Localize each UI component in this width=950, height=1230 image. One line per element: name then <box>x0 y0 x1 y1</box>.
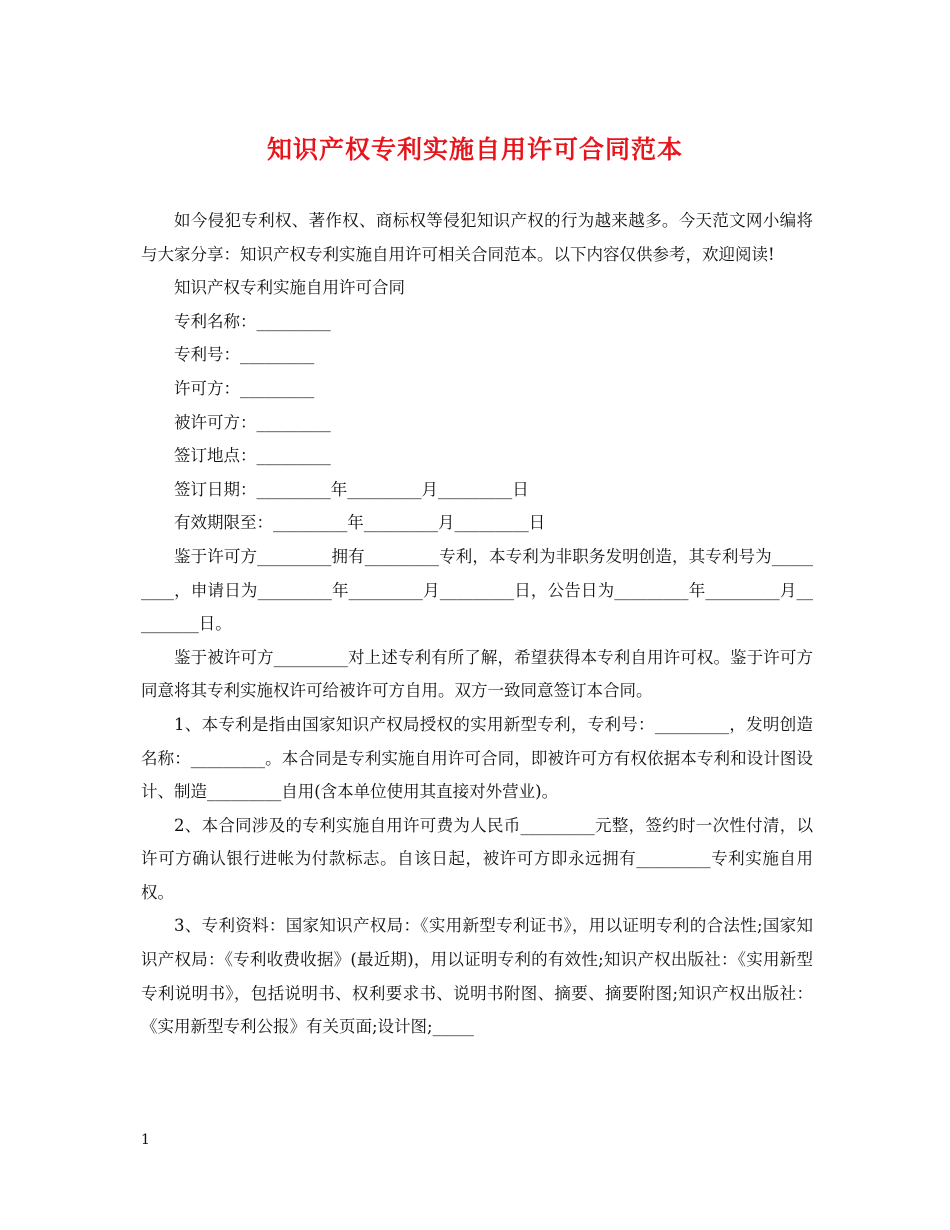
document-title: 知识产权专利实施自用许可合同范本 <box>266 135 683 164</box>
clause-3: 3、专利资料：国家知识产权局：《实用新型专利证书》，用以证明专利的合法性;国家知识产权局：《专利收费收据》(最近期)，用以证明专利的有效性;知识产权出版社：《实用新型专利说明书》，包括说明书、权利要求书、说明书附图、摘要、摘要附图;知识产权出版社：《实用新型专利公报》有关页面;设计图;_____ <box>141 916 813 1037</box>
field-patent-name: 专利名称：_________ <box>174 311 331 331</box>
document-body <box>141 204 813 1044</box>
field-signing-date: 签订日期：_________年_________月_________日 <box>174 479 529 499</box>
page-number: 1 <box>141 1132 150 1148</box>
field-patent-number: 专利号：_________ <box>174 345 315 365</box>
field-valid-until: 有效期限至：_________年_________月_________日 <box>174 513 546 533</box>
contract-heading: 知识产权专利实施自用许可合同 <box>174 278 405 298</box>
paragraph-whereas-licensor: 鉴于许可方_________拥有_________专利，本专利为非职务发明创造，其专利号为_________，申请日为_________年_________月_________日，公告日为_________年_________月_________日。 <box>141 546 813 634</box>
intro-paragraph: 如今侵犯专利权、著作权、商标权等侵犯知识产权的行为越来越多。今天范文网小编将与大家分享：知识产权专利实施自用许可相关合同范本。以下内容仅供参考，欢迎阅读! <box>141 211 813 264</box>
clause-2: 2、本合同涉及的专利实施自用许可费为人民币_________元整，签约时一次性付清，以许可方确认银行进帐为付款标志。自该日起，被许可方即永远拥有_________专利实施自用权。 <box>141 815 813 902</box>
field-licensee: 被许可方：_________ <box>174 412 331 432</box>
clause-1: 1、本专利是指由国家知识产权局授权的实用新型专利，专利号：_________，发明创造名称：_________。本合同是专利实施自用许可合同，即被许可方有权依据本专利和设计图设计、制造_________自用(含本单位使用其直接对外营业)。 <box>141 714 813 802</box>
field-licensor: 许可方：_________ <box>174 378 315 398</box>
paragraph-whereas-licensee: 鉴于被许可方_________对上述专利有所了解，希望获得本专利自用许可权。鉴于许可方同意将其专利实施权许可给被许可方自用。双方一致同意签订本合同。 <box>141 647 813 701</box>
field-signing-place: 签订地点：_________ <box>174 446 331 466</box>
